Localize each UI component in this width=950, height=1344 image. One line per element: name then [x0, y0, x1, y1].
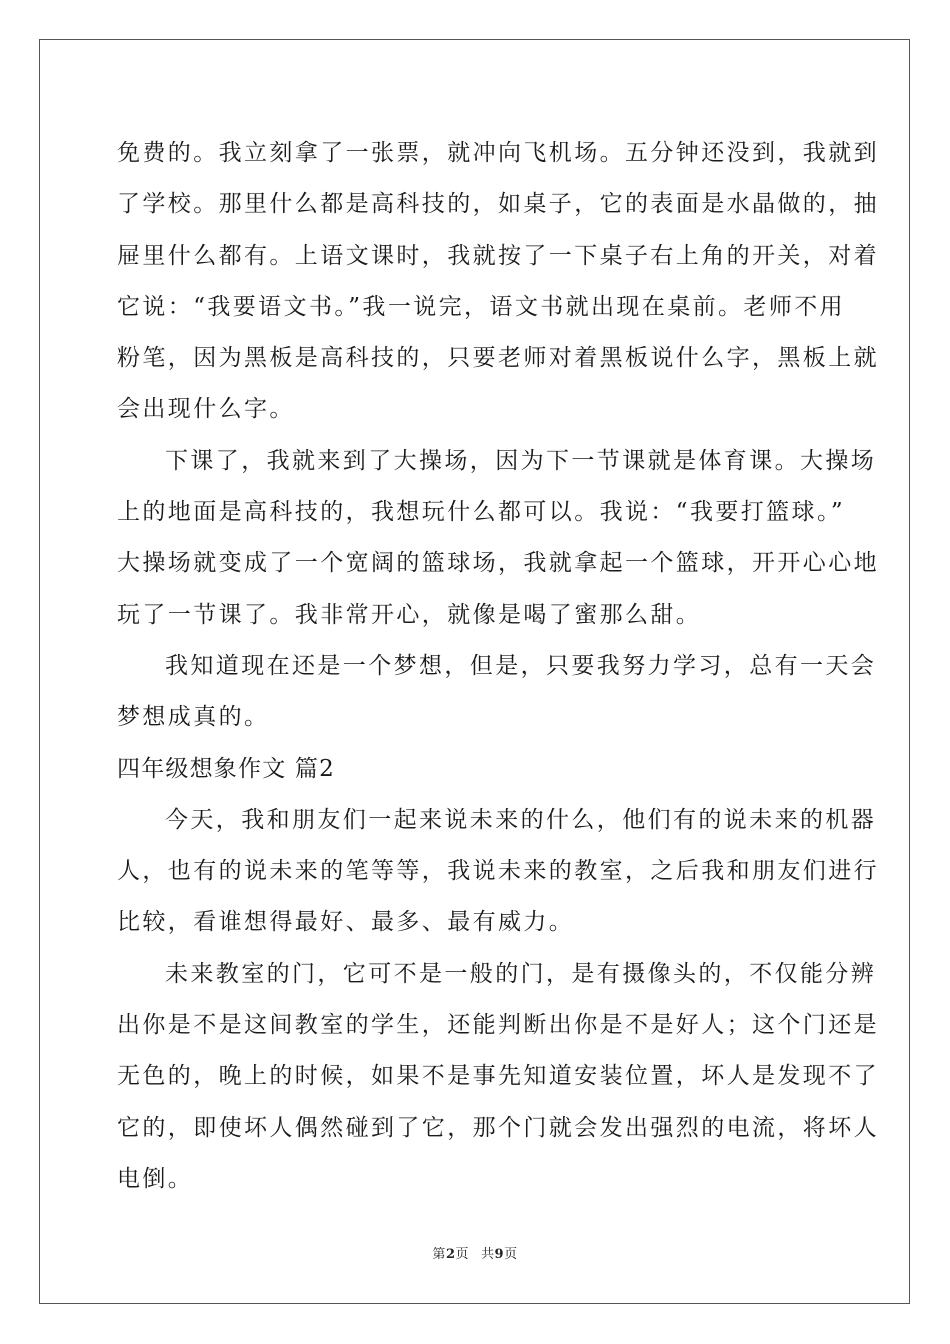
page-footer — [0, 1243, 950, 1262]
page-suffix: 页 — [455, 1247, 469, 1262]
text-line: 它的，即使坏人偶然碰到了它，那个门就会发出强烈的电流，将坏人 — [117, 1114, 879, 1141]
text-line: 电倒。 — [117, 1165, 194, 1192]
text-line: 比较，看谁想得最好、最多、最有威力。 — [117, 909, 575, 936]
text-line: 梦想成真的。 — [117, 704, 270, 731]
total-pages-indicator — [481, 1247, 518, 1262]
page-number: 2 — [445, 1247, 456, 1262]
text-line: 屉里什么都有。上语文课时，我就按了一下桌子右上角的开关，对着 — [117, 242, 879, 269]
text-line: 粉笔，因为黑板是高科技的，只要老师对着黑板说什么字，黑板上就 — [117, 345, 879, 372]
text-line: 免费的。我立刻拿了一张票，就冲向飞机场。五分钟还没到，我就到 — [117, 140, 879, 166]
paragraph-first-line: 我知道现在还是一个梦想，但是，只要我努力学习，总有一天会 — [165, 652, 877, 679]
paragraph-first-line: 今天，我和朋友们一起来说未来的什么，他们有的说未来的机器 — [165, 806, 877, 833]
text-line: 无色的，晚上的时候，如果不是事先知道安装位置，坏人是发现不了 — [117, 1063, 879, 1090]
text-line: 大操场就变成了一个宽阔的篮球场，我就拿起一个篮球，开开心心地 — [117, 550, 879, 577]
text-line: 上的地面是高科技的，我想玩什么都可以。我说：“我要打篮球。” — [117, 499, 846, 526]
text-line: 它说：“我要语文书。”我一说完，语文书就出现在桌前。老师不用 — [117, 293, 846, 320]
total-suffix: 页 — [504, 1247, 518, 1262]
page-prefix: 第 — [432, 1247, 446, 1262]
text-line: 人，也有的说未来的笔等等，我说未来的教室，之后我和朋友们进行 — [117, 858, 879, 885]
document-body — [117, 128, 879, 1205]
text-line: 了学校。那里什么都是高科技的，如桌子，它的表面是水晶做的，抽 — [117, 191, 879, 218]
paragraph-first-line: 未来教室的门，它可不是一般的门，是有摄像头的，不仅能分辨 — [165, 960, 877, 987]
text-line: 出你是不是这间教室的学生，还能判断出你是不是好人；这个门还是 — [117, 1012, 879, 1039]
text-line: 会出现什么字。 — [117, 396, 295, 423]
total-pages: 9 — [494, 1247, 505, 1262]
text-line: 玩了一节课了。我非常开心，就像是喝了蜜那么甜。 — [117, 601, 702, 628]
page-indicator — [432, 1247, 469, 1262]
total-prefix: 共 — [481, 1247, 495, 1262]
paragraph-first-line: 下课了，我就来到了大操场，因为下一节课就是体育课。大操场 — [165, 447, 877, 474]
section-heading: 四年级想象作文 篇2 — [117, 755, 335, 782]
